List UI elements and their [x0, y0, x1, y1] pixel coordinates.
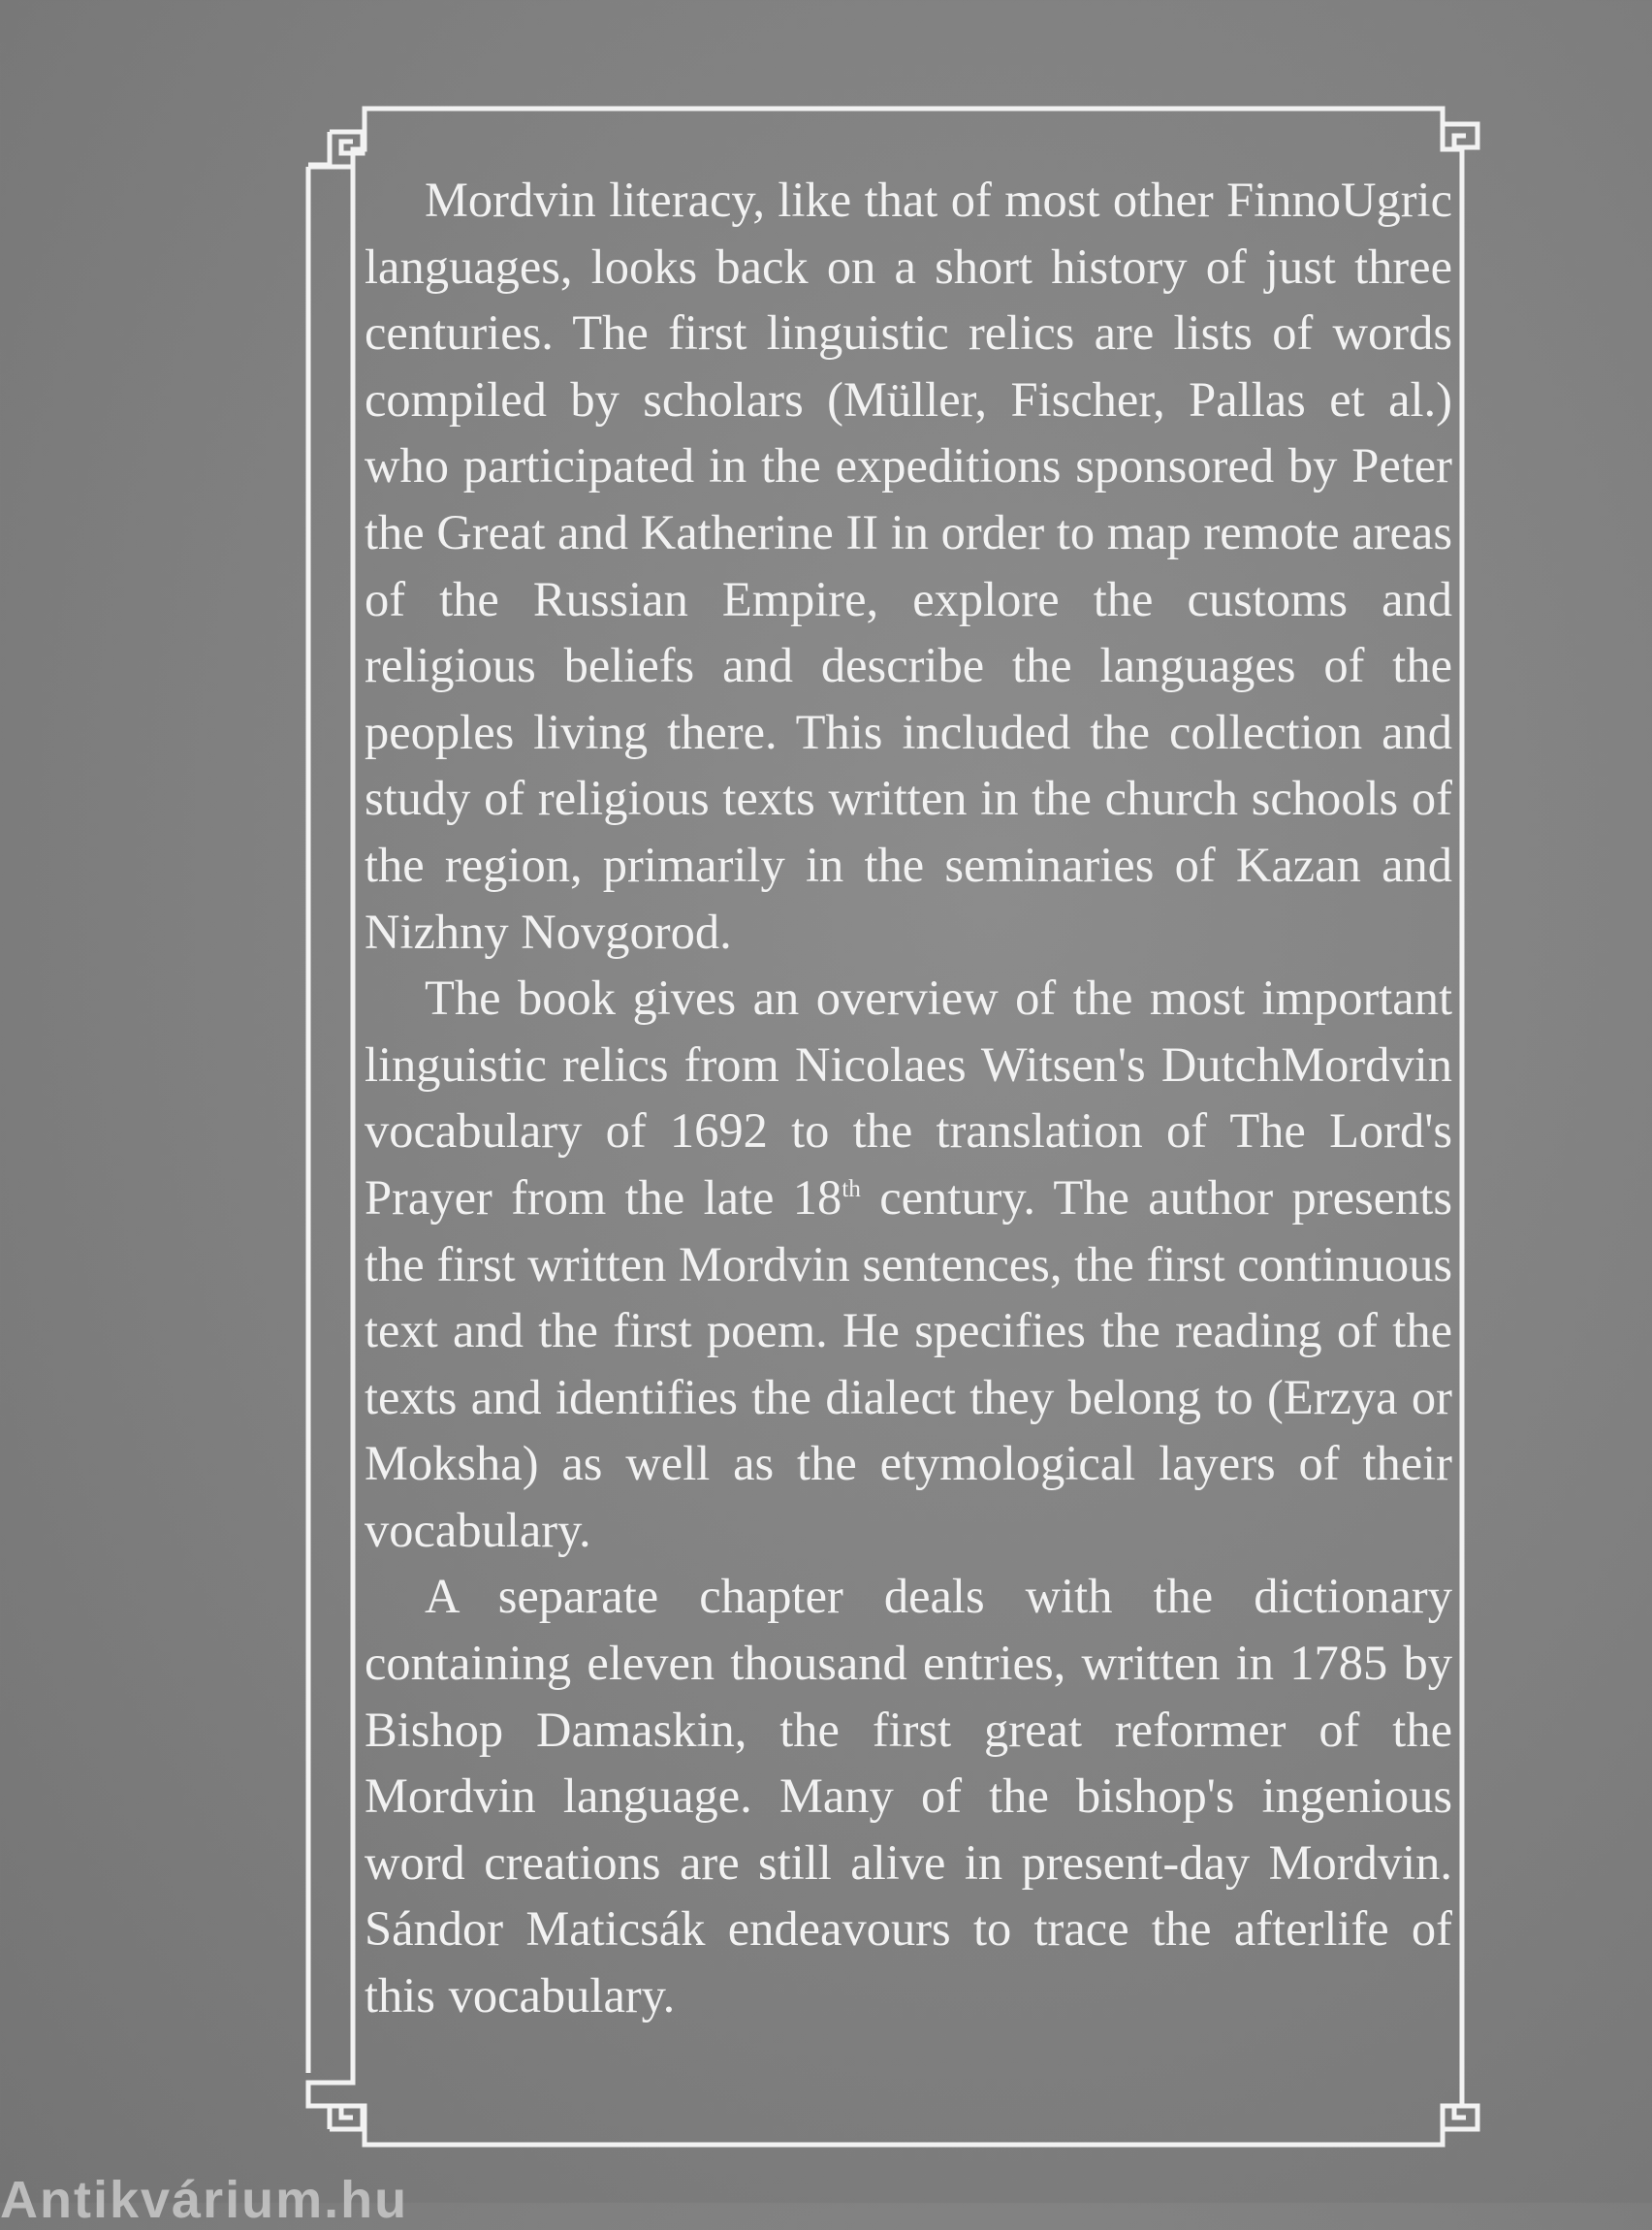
paragraph-3: A separate chapter deals with the dictionary containing eleven thousand entries, written in 1785 by Bishop Damaskin, the first great reformer of the Mordvin language. Many of the bishop's ingenious word creations are still alive in present-day Mordvin. Sándor Maticsák endeavours to trace the afterlife of this vocabulary.: [365, 1569, 1452, 2023]
corner-ornament-bottom-right: [1443, 2106, 1477, 2145]
watermark: Antikvárium.hu: [0, 2171, 409, 2229]
paragraph-2: [365, 965, 1452, 1563]
paragraph-1: Mordvin literacy, like that of most other FinnoUgric languages, looks back on a short history of just three centuries. The first linguistic relics are lists of words compiled by scholars (Müller, Fischer, Pallas et al.) who participated in the expeditions sponsored by Peter the Great and Katherine II in order to map remote areas of the Russian Empire, explore the customs and religious beliefs and describe the languages of the peoples living there. This included the collection and study of religious texts written in the church schools of the region, primarily in the seminaries of Kazan and Nizhny Novgorod.: [365, 173, 1452, 959]
corner-ornament-bottom-left: [330, 2106, 363, 2129]
corner-ornament-top-right: [1443, 109, 1477, 147]
paragraph-2-text: The book gives an overview of the most important linguistic relics from Nicolaes Witsen's DutchMordvin vocabulary of 1692 to the translation of The Lord's Prayer from the late 18th century. The author presents the first written Mordvin sentences, the first continuous text and the first poem. He specifies the reading of the texts and identifies the dialect they belong to (Erzya or Moksha) as well as the etymological layers of their vocabulary.: [365, 971, 1452, 1557]
ordinal-superscript: th: [842, 1175, 861, 1203]
back-cover-blurb: [365, 167, 1452, 2029]
